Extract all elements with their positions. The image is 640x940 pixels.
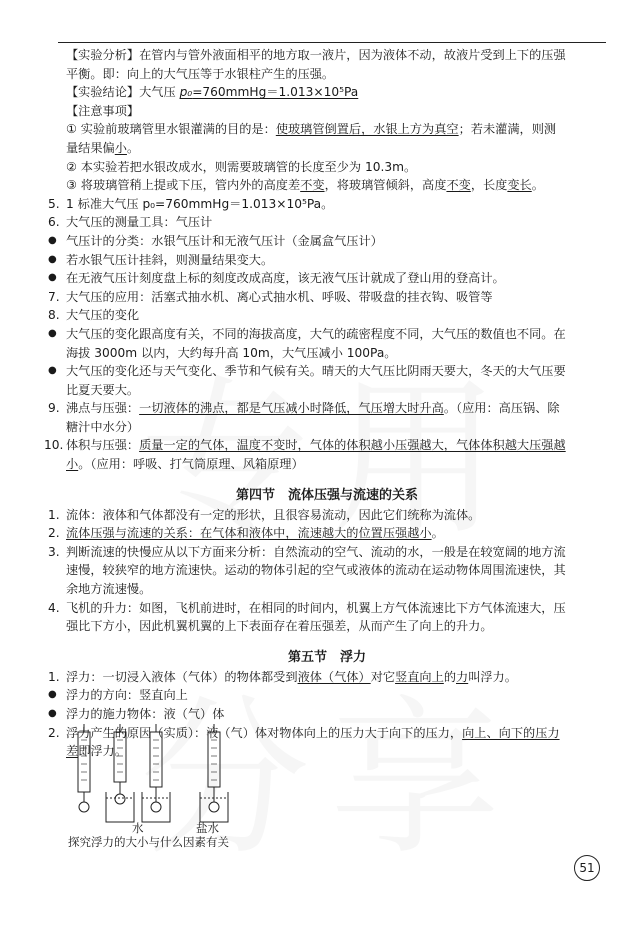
bullet-pressure-altitude: ● 大气压的变化跟高度有关，不同的海拔高度，大气的疏密程度不同，大气压的数值也不同。在 海拔 3000m 以内，大约每升高 10m，大气压减小 100Pa。 [48, 326, 566, 360]
object-2 [115, 794, 125, 804]
bullet-pressure-weather: ● 大气压的变化还与天气变化、季节和气候有关。晴天的大气压比阴雨天要大，冬天的大气压要 比夏天要大。 [48, 364, 566, 397]
section-4-title: 第四节 流体压强与流速的关系 [235, 487, 418, 503]
bullet-barometer-types: ● 气压计的分类：水银气压计和无液气压计（金属盒气压计） [48, 233, 383, 248]
s5-item-2: 2. 浮力产生的原因（实质）：液（气）体对物体向上的压力大于向下的压力，向上、向下的压力 差即浮力。 [48, 725, 560, 759]
notes-tag: 【注意事项】 [66, 103, 140, 118]
header-rule [58, 42, 606, 43]
object-1 [79, 802, 89, 812]
s5-bullet-direction: ● 浮力的方向：竖直向上 [48, 688, 188, 703]
note-1: ① 实验前玻璃管里水银灌满的目的是：使玻璃管倒置后，水银上方为真空；若未灌满，则测 [66, 122, 557, 137]
conclusion-line: 【实验结论】大气压 p₀=760mmHg＝1.013×10⁵Pa [66, 85, 359, 100]
s4-item-4: 4. 飞机的升力：如图，飞机前进时，在相同的时间内，机翼上方气体流速比下方气体流速大，压 强比下方小，因此机翼机翼的上下表面存在着压强差，从而产生了向上的升力。 [48, 600, 566, 634]
figure-label-water: 水 [132, 821, 144, 835]
figure-label-salt-water: 盐水 [196, 821, 219, 835]
note-3: ③ 将玻璃管稍上提或下压，管内外的高度差不变，将玻璃管倾斜，高度不变，长度变长。 [66, 178, 544, 193]
bullet-altimeter: ● 在无液气压计刻度盘上标的刻度改成高度，该无液气压计就成了登山用的登高计。 [48, 271, 505, 286]
s4-item-1: 1. 流体：液体和气体都没有一定的形状，且很容易流动，因此它们统称为流体。 [48, 507, 481, 522]
s4-item-2: 2. 流体压强与流速的关系：在气体和液体中，流速越大的位置压强越小。 [48, 526, 444, 541]
list-item-6: 6. 大气压的测量工具：气压计 [48, 215, 213, 230]
object-4 [209, 802, 219, 812]
list-item-7: 7. 大气压的应用：活塞式抽水机、离心式抽水机、呼吸、带吸盘的挂衣钩、吸管等 [48, 289, 493, 304]
analysis-line-2: 平衡。即：向上的大气压等于水银柱产生的压强。 [66, 66, 335, 81]
note-1-cont: 量结果偏小。 [66, 140, 140, 155]
bullet-tilted-barometer: ● 若水银气压计挂斜，则测量结果变大。 [48, 252, 274, 267]
list-item-5: 5. 1 标准大气压 p₀=760mmHg＝1.013×10⁵Pa。 [48, 196, 334, 211]
analysis-line-1: 【实验分析】在管内与管外液面相平的地方取一液片，因为液体不动，故液片受到上下的压强 [66, 48, 566, 62]
s5-item-1: 1. 浮力：一切浸入液体（气体）的物体都受到液体（气体）对它竖直向上的力叫浮力。 [48, 669, 517, 684]
spring-scale-2 [114, 732, 126, 782]
figure-caption: 探究浮力的大小与什么因素有关 [68, 835, 229, 849]
section-5-title: 第五节 浮力 [287, 649, 366, 665]
list-item-8: 8. 大气压的变化 [48, 308, 140, 323]
page-content [44, 46, 610, 761]
list-item-9: 9. 沸点与压强：一切液体的沸点，都是气压减小时降低，气压增大时升高。（应用：高压锅、除 糖汁中水分） [48, 401, 560, 434]
spring-scale-1 [78, 732, 90, 792]
s4-item-3: 3. 判断流速的快慢应从以下方面来分析：自然流动的空气、流动的水，一般是在较宽阔的地方流 速慢，较狭窄的地方流速快。运动的物体引起的空气或液体的流动在运动物体周围流速快，其 余地方流速慢。 [48, 544, 566, 597]
s5-bullet-source: ● 浮力的施力物体：液（气）体 [48, 707, 225, 721]
note-2: ② 本实验若把水银改成水，则需要玻璃管的长度至少为 10.3m。 [66, 159, 417, 174]
page-number: 51 [574, 855, 600, 881]
list-item-10: 10. 体积与压强：质量一定的气体，温度不变时，气体的体积越小压强越大，气体体积越大压强越 小。（应用：呼吸、打气筒原理、风箱原理） [44, 438, 566, 472]
object-3 [151, 802, 161, 812]
